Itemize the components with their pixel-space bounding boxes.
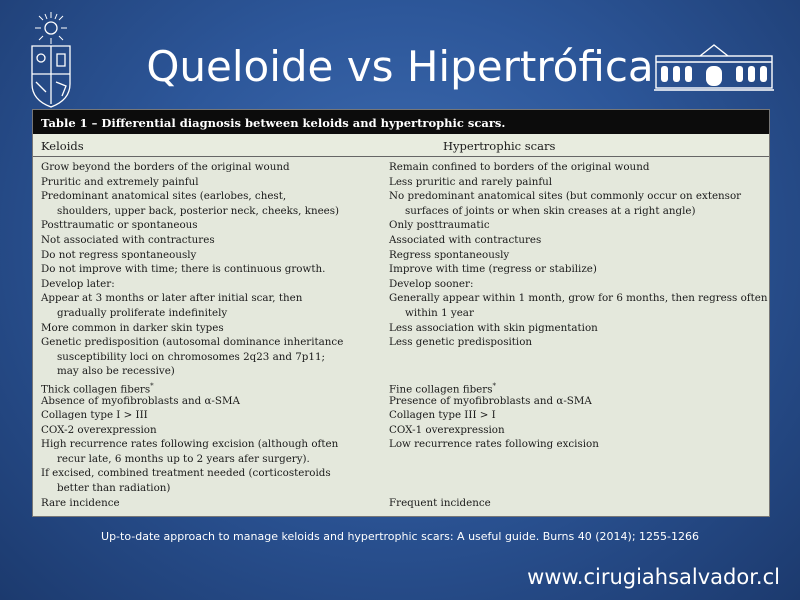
cell-line: Collagen type I > III <box>41 409 148 422</box>
hypertrophic-cell <box>389 423 764 438</box>
cell-line: Fine collagen fibers* <box>389 381 496 396</box>
hypertrophic-cell <box>389 233 764 248</box>
hypertrophic-cell <box>389 160 764 175</box>
keloid-cell <box>41 423 386 438</box>
footnote-marker: * <box>150 381 154 390</box>
keloid-cell <box>41 277 386 292</box>
cell-line: Low recurrence rates following excision <box>389 438 599 451</box>
cell-line: Collagen type III > I <box>389 409 496 422</box>
cell-line: Associated with contractures <box>389 233 542 246</box>
cell-line: More common in darker skin types <box>41 321 224 334</box>
table-caption: Table 1 – Differential diagnosis between keloids and hypertrophic scars. <box>33 110 769 134</box>
citation: Up-to-date approach to manage keloids and hypertrophic scars: A useful guide. Burns 40 (2014); 1255-1266 <box>101 530 699 543</box>
keloid-cell <box>41 408 386 423</box>
keloid-cell <box>41 496 386 511</box>
cell-line: COX-1 overexpression <box>389 423 505 436</box>
cell-line: Less association with skin pigmentation <box>389 321 598 334</box>
table-row <box>33 394 769 409</box>
table-row <box>33 408 769 423</box>
hypertrophic-cell <box>389 379 764 394</box>
cell-line: Regress spontaneously <box>389 248 510 261</box>
table-row <box>33 248 769 263</box>
hypertrophic-cell <box>389 218 764 233</box>
hypertrophic-cell <box>389 496 764 511</box>
cell-line: Rare incidence <box>41 496 120 509</box>
cell-line: better than radiation) <box>57 482 171 495</box>
cell-line: Genetic predisposition (autosomal dominance inheritance <box>41 336 344 349</box>
table-row <box>33 321 769 336</box>
table-row <box>33 466 769 495</box>
cell-line: Develop later: <box>41 277 115 290</box>
keloid-cell <box>41 218 386 233</box>
keloid-cell <box>41 335 386 379</box>
cell-line: Thick collagen fibers* <box>41 381 154 396</box>
hypertrophic-cell <box>389 437 764 452</box>
cell-line <box>389 466 764 481</box>
keloid-cell <box>41 291 386 320</box>
cell-line: Only posttraumatic <box>389 219 490 232</box>
cell-line: Appear at 3 months or later after initial scar, then <box>41 292 303 305</box>
website-url: www.cirugiahsalvador.cl <box>527 565 780 589</box>
hypertrophic-cell <box>389 335 764 350</box>
hypertrophic-cell <box>389 321 764 336</box>
table-row <box>33 437 769 466</box>
table-row <box>33 262 769 277</box>
table-row <box>33 277 769 292</box>
table-body <box>33 157 769 510</box>
hypertrophic-cell <box>389 466 764 481</box>
keloid-cell <box>41 160 386 175</box>
table-row <box>33 496 769 511</box>
hypertrophic-cell <box>389 277 764 292</box>
cell-line: may also be recessive) <box>57 365 175 378</box>
keloid-cell <box>41 466 386 495</box>
cell-line: Grow beyond the borders of the original wound <box>41 161 290 173</box>
keloid-cell <box>41 175 386 190</box>
keloid-cell <box>41 248 386 263</box>
cell-line: Frequent incidence <box>389 496 491 509</box>
cell-line: Presence of myofibroblasts and α-SMA <box>389 394 592 407</box>
cell-line: High recurrence rates following excision (although often <box>41 438 339 451</box>
cell-line: Generally appear within 1 month, grow for 6 months, then regress often <box>389 292 768 305</box>
cell-line: shoulders, upper back, posterior neck, cheeks, knees) <box>57 204 340 217</box>
header-hypertrophic: Hypertrophic scars <box>443 139 556 153</box>
hypertrophic-cell <box>389 408 764 423</box>
cell-line: Do not improve with time; there is continuous growth. <box>41 263 326 276</box>
table-row <box>33 218 769 233</box>
cell-line: Develop sooner: <box>389 277 474 290</box>
cell-line: gradually proliferate indefinitely <box>57 306 228 319</box>
cell-line: No predominant anatomical sites (but commonly occur on extensor <box>389 190 742 203</box>
cell-line: recur late, 6 months up to 2 years afer surgery). <box>57 452 310 465</box>
keloid-cell <box>41 394 386 409</box>
cell-line: Not associated with contractures <box>41 233 215 246</box>
hypertrophic-cell <box>389 175 764 190</box>
table-row <box>33 423 769 438</box>
keloid-cell <box>41 189 386 218</box>
table-row <box>33 160 769 175</box>
keloid-cell <box>41 321 386 336</box>
header-keloids: Keloids <box>41 139 84 153</box>
keloid-cell <box>41 233 386 248</box>
table-row <box>33 335 769 379</box>
cell-line: Absence of myofibroblasts and α-SMA <box>41 394 240 407</box>
hypertrophic-cell <box>389 248 764 263</box>
cell-line: Remain confined to borders of the original wound <box>389 161 650 173</box>
footnote-marker: * <box>492 381 496 390</box>
cell-line: If excised, combined treatment needed (corticosteroids <box>41 467 331 480</box>
table-header-row <box>33 134 769 157</box>
cell-line: within 1 year <box>405 306 474 319</box>
hypertrophic-cell <box>389 189 764 218</box>
table-row <box>33 379 769 394</box>
cell-line: COX-2 overexpression <box>41 423 157 436</box>
table-row <box>33 233 769 248</box>
keloid-cell <box>41 379 386 394</box>
table-row <box>33 189 769 218</box>
slide-title: Queloide vs Hipertrófica <box>146 42 654 91</box>
keloid-cell <box>41 262 386 277</box>
cell-line: Predominant anatomical sites (earlobes, chest, <box>41 190 287 203</box>
table-row <box>33 175 769 190</box>
table-row <box>33 291 769 320</box>
cell-line: Pruritic and extremely painful <box>41 175 199 188</box>
differential-diagnosis-table <box>32 109 770 517</box>
cell-line: Improve with time (regress or stabilize) <box>389 263 597 276</box>
hypertrophic-cell <box>389 262 764 277</box>
cell-line: Do not regress spontaneously <box>41 248 197 261</box>
hypertrophic-cell <box>389 394 764 409</box>
cell-line: surfaces of joints or when skin creases at a right angle) <box>405 204 696 217</box>
cell-line: Posttraumatic or spontaneous <box>41 219 198 232</box>
cell-line: susceptibility loci on chromosomes 2q23 and 7p11; <box>57 350 325 363</box>
cell-line: Less genetic predisposition <box>389 336 533 349</box>
keloid-cell <box>41 437 386 466</box>
hypertrophic-cell <box>389 291 768 320</box>
cell-line: Less pruritic and rarely painful <box>389 175 553 188</box>
